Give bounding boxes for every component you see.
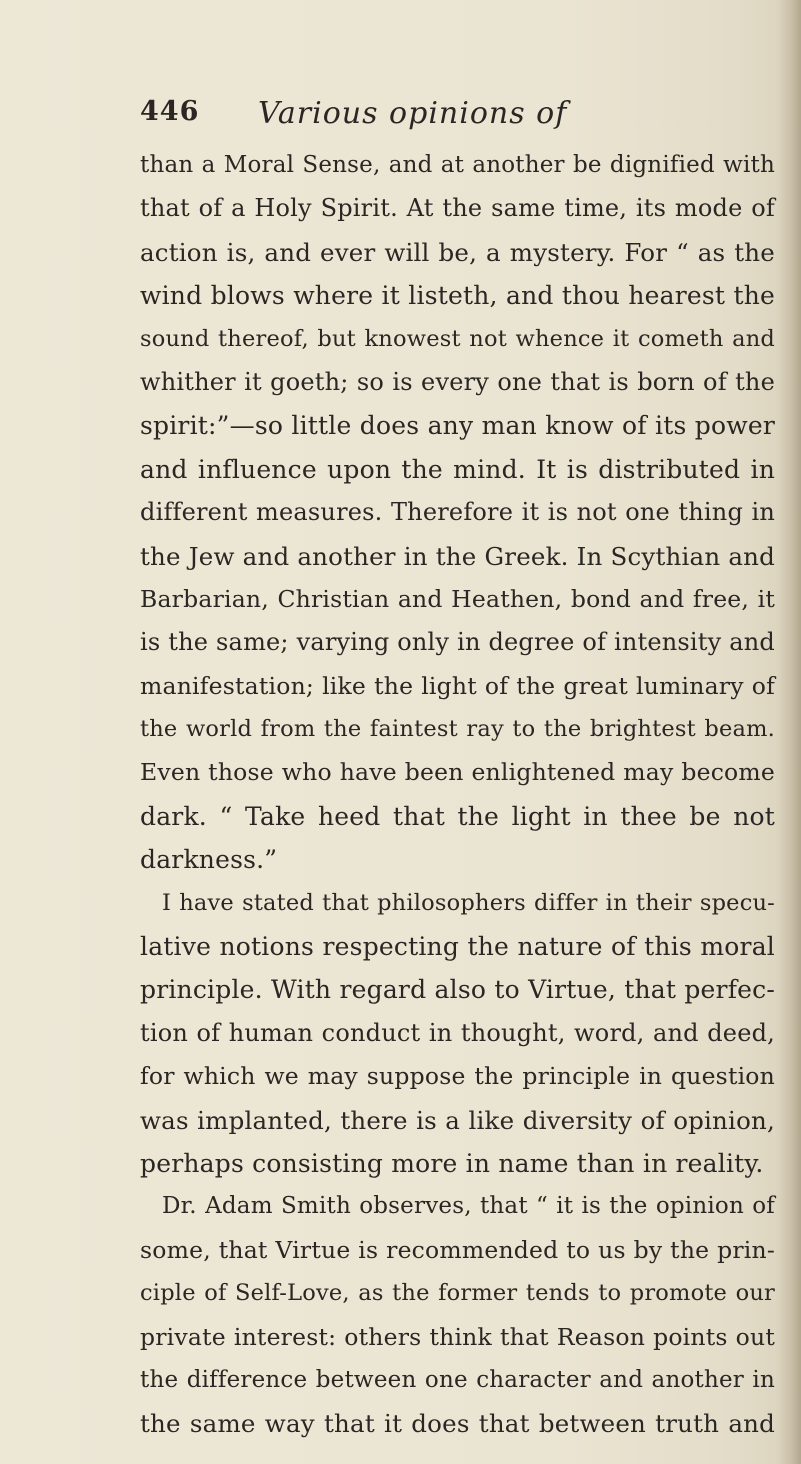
text-line: is the same; varying only in degree of intensity and [140,628,775,657]
text-line: Even those who have been enlightened may become [140,758,775,787]
text-line: that of a Holy Spirit. At the same time, its mode of [140,194,775,223]
text-line: perhaps consisting more in name than in reality. [140,1148,764,1178]
page-edge-shadow [777,0,801,1464]
running-title: Various opinions of [258,96,568,131]
text-line: spirit:”—so little does any man know of its power [140,411,775,441]
text-line: darkness.” [140,845,278,875]
text-line: principle. With regard also to Virtue, that perfec- [140,975,775,1005]
text-line: different measures. Therefore it is not one thing in [140,498,775,527]
text-line: private interest: others think that Reason points out [140,1322,775,1351]
text-line: than a Moral Sense, and at another be dignified with [140,152,775,178]
text-line: lative notions respecting the nature of this moral [140,932,775,962]
text-line: the same way that it does that between truth and [140,1409,775,1439]
text-line: I have stated that philosophers differ in their specu- [162,889,775,916]
text-line: was implanted, there is a like diversity of opinion, [140,1105,775,1135]
text-line: whither it goeth; so is every one that is born of the [140,367,775,396]
text-line: the world from the faintest ray to the brightest beam. [140,716,775,743]
text-line: for which we may suppose the principle in question [140,1062,775,1091]
text-line: Barbarian, Christian and Heathen, bond and free, it [140,584,775,613]
text-line: the Jew and another in the Greek. In Scythian and [140,541,775,571]
page-header [140,96,780,136]
text-line: action is, and ever will be, a mystery. For “ as the [140,237,775,267]
text-line: some, that Virtue is recommended to us by the prin- [140,1235,775,1264]
text-line: manifestation; like the light of the great luminary of [140,671,775,700]
text-line: dark. “ Take heed that the light in thee be not [140,801,775,831]
text-line: and influence upon the mind. It is distributed in [140,454,775,484]
text-line: Dr. Adam Smith observes, that “ it is the opinion of [162,1193,775,1220]
body-text [140,144,775,1446]
text-line: ciple of Self-Love, as the former tends to promote our [140,1280,775,1307]
text-line: sound thereof, but knowest not whence it cometh and [140,325,775,352]
text-line: tion of human conduct in thought, word, and deed, [140,1018,775,1047]
page-number: 446 [140,96,200,127]
text-line: the difference between one character and another in [140,1366,775,1393]
text-line: wind blows where it listeth, and thou hearest the [140,281,775,311]
